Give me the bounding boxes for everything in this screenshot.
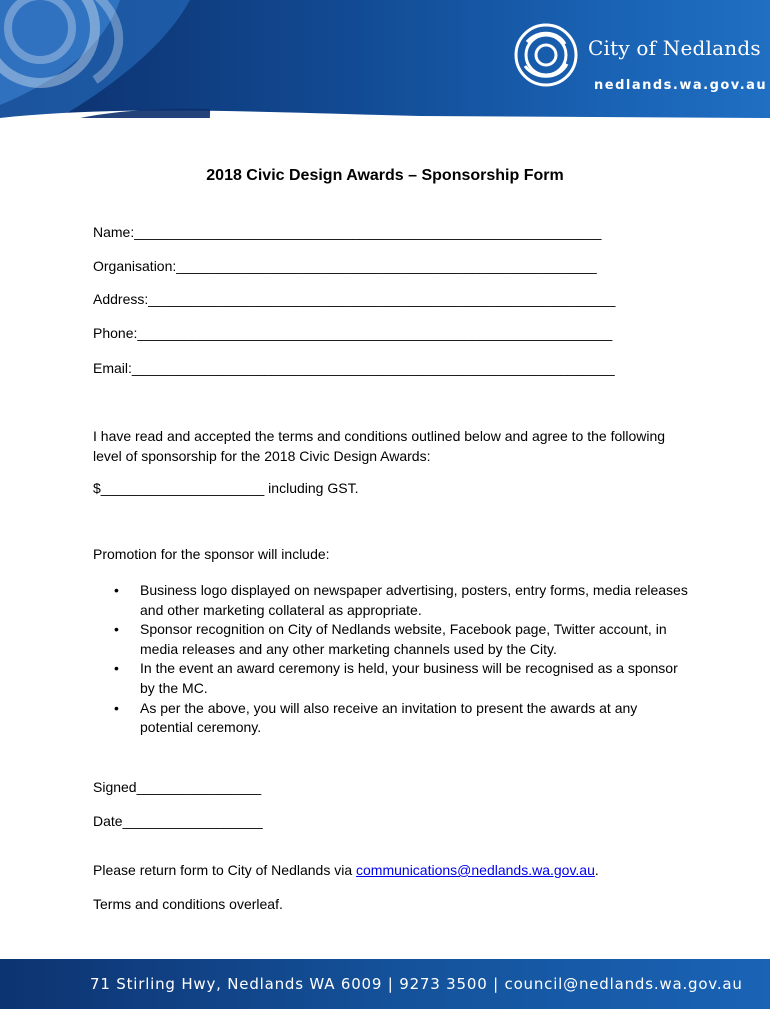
email-link[interactable]: communications@nedlands.wa.gov.au (356, 862, 595, 878)
name-field[interactable]: Name:____________________________________________________________ (93, 224, 602, 240)
terms-note: Terms and conditions overleaf. (93, 896, 283, 912)
return-instructions (93, 862, 599, 878)
list-item (93, 620, 693, 659)
footer-contact: 71 Stirling Hwy, Nedlands WA 6009 | 9273 3500 | council@nedlands.wa.gov.au (90, 975, 743, 993)
promotion-heading: Promotion for the sponsor will include: (93, 546, 330, 562)
list-item (93, 659, 693, 698)
list-item-text: Business logo displayed on newspaper advertising, posters, entry forms, media releases and other marketing collateral as appropriate. (140, 582, 688, 618)
email-field[interactable]: Email:______________________________________________________________ (93, 360, 615, 376)
list-item (93, 699, 693, 738)
bullet-icon: • (114, 699, 119, 716)
list-item-text: Sponsor recognition on City of Nedlands website, Facebook page, Twitter account, in media releases and any other marketing channels used by the City. (140, 621, 667, 657)
org-website: nedlands.wa.gov.au (594, 78, 768, 93)
list-item-text: In the event an award ceremony is held, your business will be recognised as a sponsor by the MC. (140, 660, 678, 696)
promotion-list (93, 581, 693, 738)
org-name: City of Nedlands (588, 36, 761, 60)
bullet-icon: • (114, 582, 119, 598)
agreement-text: I have read and accepted the terms and conditions outlined below and agree to the following level of sponsorship for the 2018 Civic Design Awards: (93, 428, 666, 464)
bullet-icon: • (114, 621, 119, 638)
form-title: 2018 Civic Design Awards – Sponsorship Form (206, 167, 564, 184)
sponsorship-amount-field[interactable]: $_____________________ including GST. (93, 480, 359, 496)
date-field[interactable]: Date__________________ (93, 813, 263, 829)
bullet-icon: • (114, 660, 119, 677)
organisation-field[interactable]: Organisation:______________________________________________________ (93, 258, 597, 274)
city-rose-logo-icon (513, 22, 579, 88)
return-text: Please return form to City of Nedlands via (93, 862, 357, 878)
letterhead-footer (0, 959, 770, 1009)
letterhead-header (0, 0, 770, 118)
list-item-text: As per the above, you will also receive an invitation to present the awards at any potential ceremony. (140, 699, 638, 736)
address-field[interactable]: Address:____________________________________________________________ (93, 291, 616, 307)
list-item (93, 581, 693, 620)
return-period: . (594, 862, 599, 878)
signed-field[interactable]: Signed________________ (93, 779, 262, 795)
phone-field[interactable]: Phone:_____________________________________________________________ (93, 325, 613, 341)
